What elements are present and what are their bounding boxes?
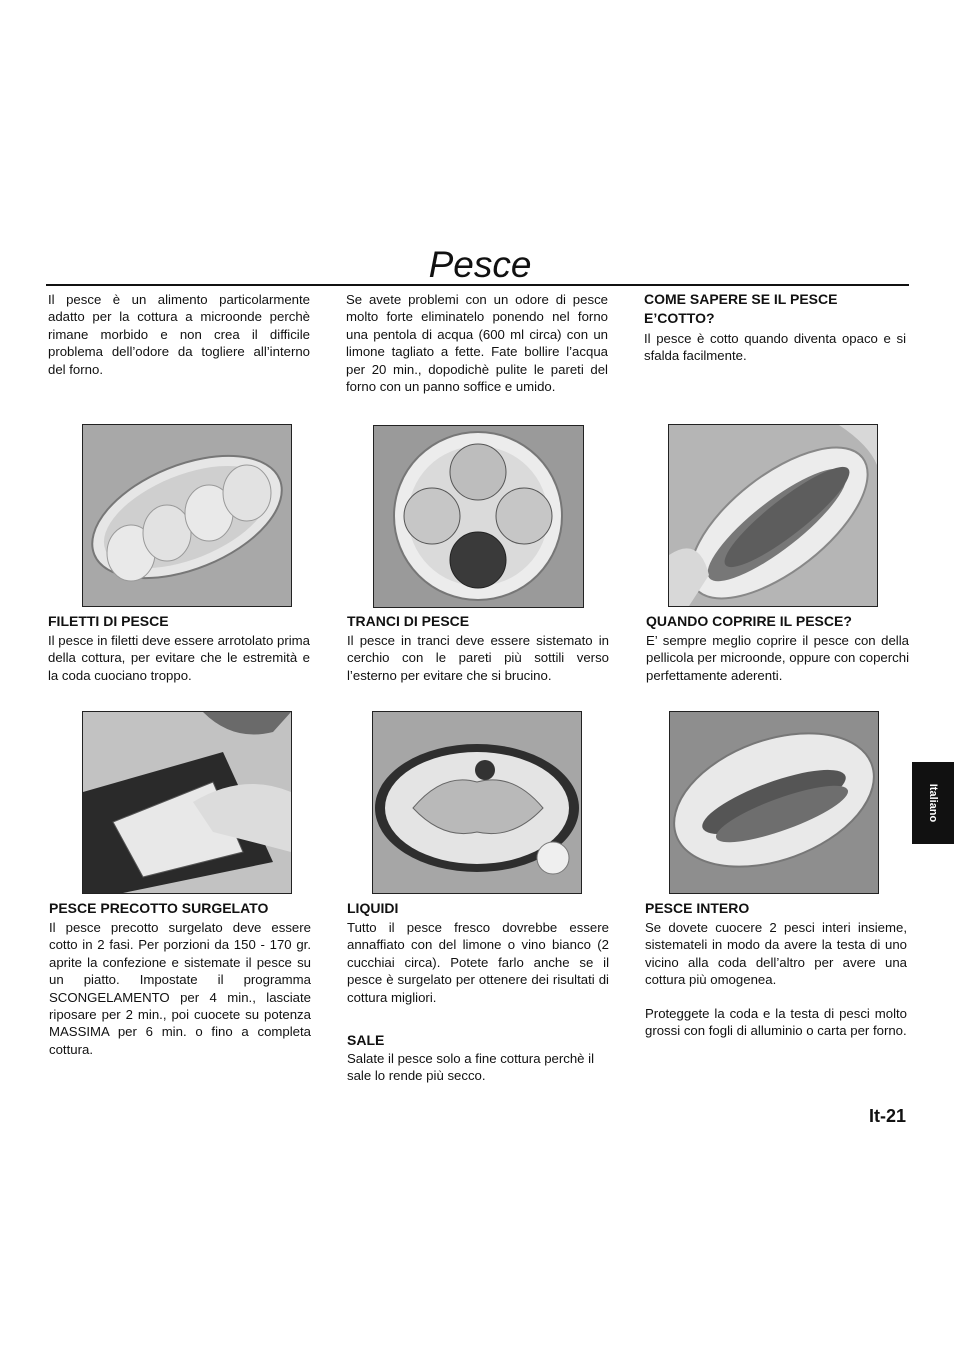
page-title: Pesce [428,244,532,285]
text-tranci: Il pesce in tranci deve essere sistemato in cerchio con le pareti più sottili verso l’esterno per evitare che si brucino. [347,633,609,683]
heading-come-sapere: COME SAPERE SE IL PESCE E’COTTO? [644,291,838,326]
text-filetti: Il pesce in filetti deve essere arrotolato prima della cottura, per evitare che le estremità e la coda cuociano troppo. [48,633,310,683]
page-number: It-21 [868,1106,906,1126]
text-precotto: Il pesce precotto surgelato deve essere cotto in 2 fasi. Per porzioni da 150 - 170 gr. aprite la confezione e sistemate il pesce su un piatto. Impostate il programma SCONGELAMENTO per 4 min., lasciate riposare per 2 min., poi cuocete su potenza MASSIMA per 6 min. o fino a completa cottura. [49,920,311,1057]
photo-frozen-fish-pack [82,711,292,894]
text-sale: Salate il pesce solo a fine cottura perchè il sale lo rende più secco. [347,1051,595,1084]
photo-fish-liquids [372,711,582,894]
heading-tranci: TRANCI DI PESCE [347,613,470,629]
text-coprire: E’ sempre meglio coprire il pesce con della pellicola per microonde, oppure con coperchi perfettamente aderenti. [646,633,909,683]
language-side-tab-label: Italiano [927,783,939,823]
heading-precotto: PESCE PRECOTTO SURGELATO [49,900,269,916]
photo-fish-steaks [373,425,584,608]
heading-intero: PESCE INTERO [645,900,750,916]
title-rule [46,284,909,286]
photo-covering-fish [668,424,878,607]
photo-fish-fillets [82,424,292,607]
intro-text-col2: Se avete problemi con un odore di pesce molto forte eliminatelo ponendo nel forno una pentola di acqua (600 ml circa) con un limone tagliato a fette. Fate bollire l’acqua per 20 min., dopodichè pulite le pareti del forno con un panno soffice e umido. [346,292,608,395]
heading-coprire: QUANDO COPRIRE IL PESCE? [646,613,852,629]
heading-filetti: FILETTI DI PESCE [48,613,169,629]
photo-whole-fish [669,711,879,894]
heading-liquidi: LIQUIDI [347,900,399,916]
intro-text-col1: Il pesce è un alimento particolarmente adatto per la cottura a microonde perchè rimane morbido e non crea il difficile problema dell’odore da togliere all’interno del forno. [48,292,310,377]
text-intero-2: Proteggete la coda e la testa di pesci molto grossi con fogli di alluminio o carta per forno. [645,1006,907,1039]
text-intero-1: Se dovete cuocere 2 pesci interi insieme, sistemateli in modo da avere la testa di uno vicino alla coda dell’altro per avere una cottura più omogenea. [645,920,907,988]
text-liquidi: Tutto il pesce fresco dovrebbe essere annaffiato con del limone o vino bianco (2 cucchiai circa). Potete farlo anche se il pesce è surgelato per ottenere dei risultati di cottura migliori. [347,920,609,1005]
language-side-tab [912,762,954,844]
text-come-sapere: Il pesce è cotto quando diventa opaco e si sfalda facilmente. [644,331,906,364]
heading-sale: SALE [347,1032,385,1048]
